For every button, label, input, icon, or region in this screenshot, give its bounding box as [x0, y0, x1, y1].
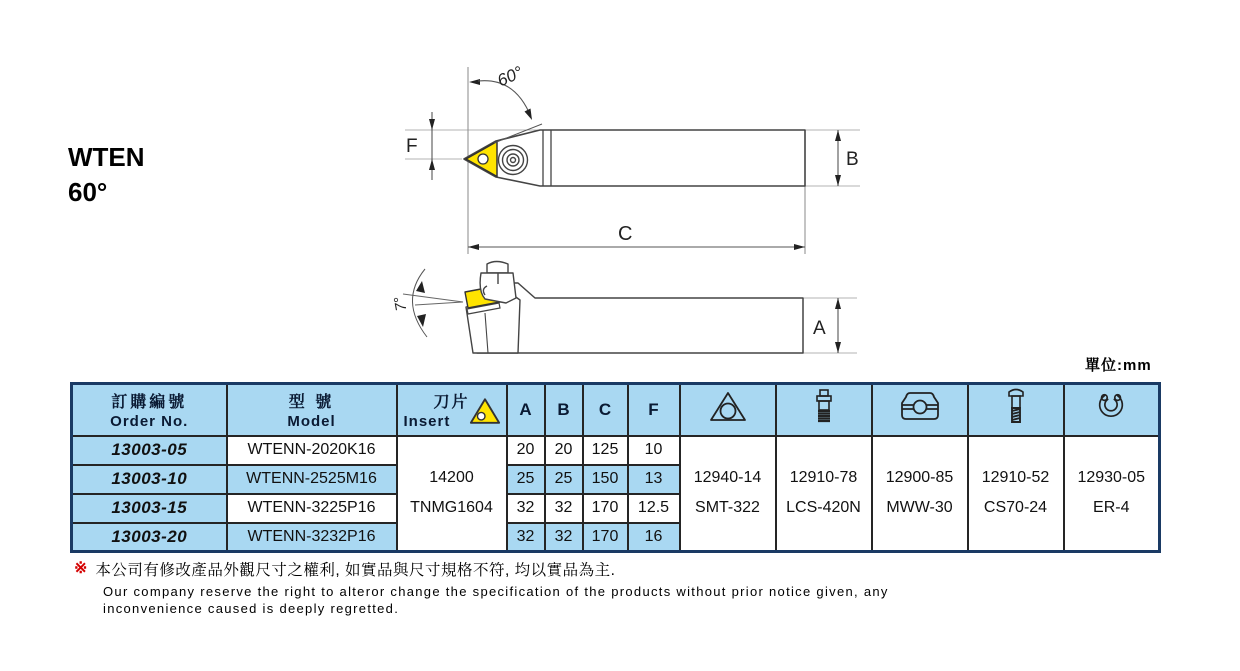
header-insert: 刀片 Insert [397, 384, 507, 436]
dim-f-cell: 13 [628, 465, 680, 494]
angle-60-label: 60° [494, 62, 526, 91]
header-dim-a: A [507, 384, 545, 436]
dim-f-cell: 12.5 [628, 494, 680, 523]
order-no-cell: 13003-20 [72, 523, 227, 552]
spec-table [70, 382, 1161, 553]
dim-f-annotation [406, 112, 435, 180]
clamp-side-view [480, 262, 516, 304]
unit-label: 單位:mm [1085, 357, 1152, 374]
insert-triangle-icon [469, 396, 501, 427]
dim-a-label: A [813, 318, 826, 339]
dim-c-cell: 150 [583, 465, 628, 494]
dim-b-cell: 32 [545, 494, 583, 523]
dim-c-label: C [618, 223, 633, 245]
model-cell: WTENN-2525M16 [227, 465, 397, 494]
header-dim-f: F [628, 384, 680, 436]
dim-b-label: B [846, 149, 859, 170]
header-accessory-insert [680, 384, 776, 436]
dim-f-cell: 16 [628, 523, 680, 552]
dim-c-cell: 170 [583, 523, 628, 552]
dim-f-cell: 10 [628, 436, 680, 465]
accessory-cell-ering: 12930-05 ER-4 [1064, 436, 1160, 552]
dim-b-cell: 20 [545, 436, 583, 465]
accessory-cell-clamp: 12900-85 MWW-30 [872, 436, 968, 552]
dim-b-cell: 25 [545, 465, 583, 494]
pin-icon [804, 389, 844, 425]
header-accessory-pin [776, 384, 872, 436]
top-view-drawing [390, 55, 870, 265]
dim-b-cell: 32 [545, 523, 583, 552]
page-title [68, 140, 145, 210]
model-cell: WTENN-3225P16 [227, 494, 397, 523]
footnote-en: Our company reserve the right to alteror change the specification of the products without prior notice given, any inconvenience caused is deeply regretted. [103, 584, 889, 616]
dim-a-cell: 25 [507, 465, 545, 494]
angle-7-label: 7° [391, 295, 411, 313]
order-no-cell: 13003-10 [72, 465, 227, 494]
screw-icon [996, 388, 1036, 426]
accessory-cell-pin: 12910-78 LCS-420N [776, 436, 872, 552]
table-header-row [72, 384, 1160, 436]
footnote-zh: 本公司有修改產品外觀尺寸之權利, 如實品與尺寸規格不符, 均以實品為主. [95, 562, 616, 579]
angle-60-annotation [469, 62, 542, 143]
header-model: 型 號 Model [227, 384, 397, 436]
accessory-cell-insert: 12940-14 SMT-322 [680, 436, 776, 552]
title-angle: 60° [68, 177, 108, 207]
header-order-no: 訂購編號 Order No. [72, 384, 227, 436]
side-view-drawing [385, 255, 865, 375]
angle-7-annotation [391, 269, 463, 337]
insert-spec-cell: 14200 TNMG1604 [397, 436, 507, 552]
dim-c-annotation [468, 223, 805, 250]
order-no-cell: 13003-15 [72, 494, 227, 523]
e-ring-icon [1092, 390, 1130, 424]
table-row [72, 436, 1160, 465]
footnote [74, 558, 889, 617]
header-accessory-ering [1064, 384, 1160, 436]
footnote-mark: ※ [74, 560, 88, 577]
model-cell: WTENN-2020K16 [227, 436, 397, 465]
header-dim-c: C [583, 384, 628, 436]
holder-body-side-view [477, 283, 803, 353]
clamp-icon [898, 389, 942, 425]
dim-a-cell: 32 [507, 494, 545, 523]
insert-icon [708, 389, 748, 425]
dim-a-cell: 20 [507, 436, 545, 465]
dim-c-cell: 170 [583, 494, 628, 523]
dim-c-cell: 125 [583, 436, 628, 465]
model-cell: WTENN-3232P16 [227, 523, 397, 552]
title-series: WTEN [68, 142, 145, 172]
order-no-cell: 13003-05 [72, 436, 227, 465]
accessory-cell-screw: 12910-52 CS70-24 [968, 436, 1064, 552]
dim-a-cell: 32 [507, 523, 545, 552]
dim-f-label: F [406, 136, 418, 157]
dim-a-annotation [813, 298, 841, 353]
dim-b-annotation [835, 130, 859, 186]
header-dim-b: B [545, 384, 583, 436]
header-accessory-screw [968, 384, 1064, 436]
header-accessory-clamp [872, 384, 968, 436]
